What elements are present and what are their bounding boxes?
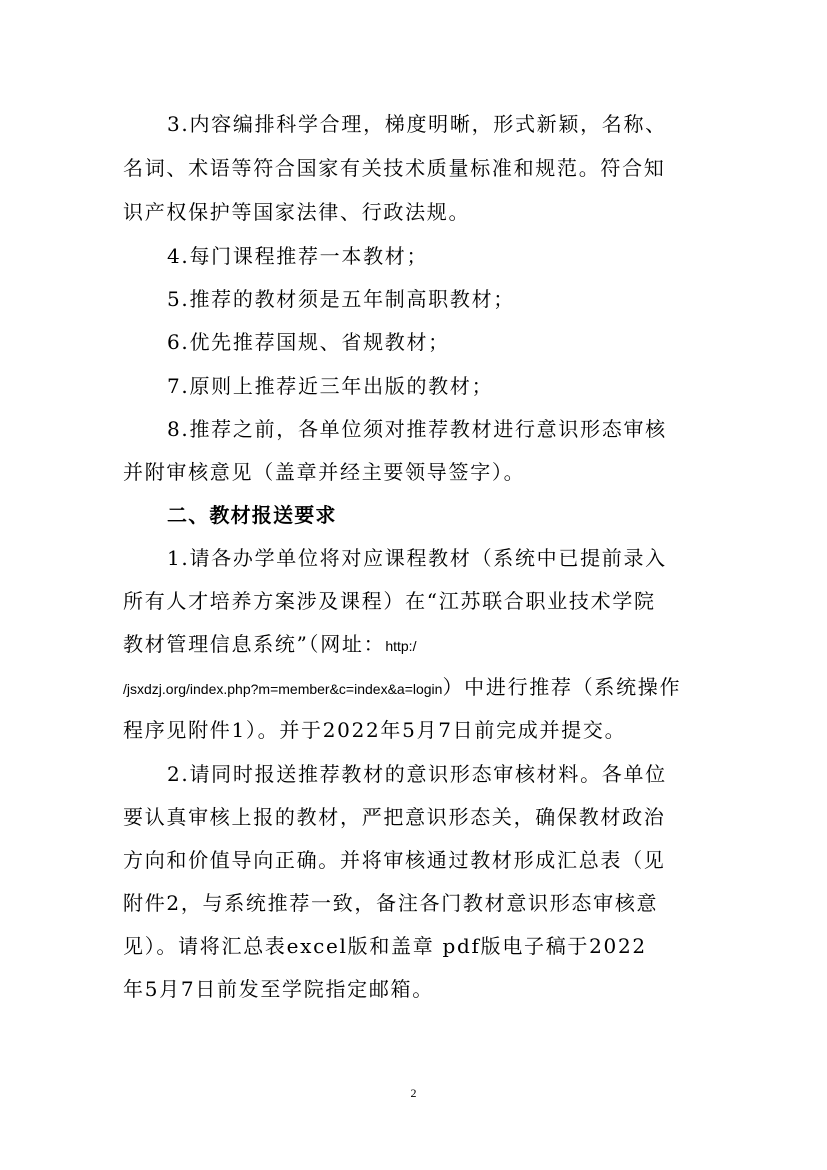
paragraph-item-3-line-2: 名词、术语等符合国家有关技术质量标准和规范。符合知 — [123, 156, 666, 180]
paragraph-item-8-line-1: 8.推荐之前，各单位须对推荐教材进行意识形态审核 — [167, 417, 667, 441]
requirement-1-line-3 — [123, 632, 705, 658]
paragraph-item-5: 5.推荐的教材须是五年制高职教材； — [167, 287, 515, 311]
requirement-2-line-3: 方向和价值导向正确。并将审核通过教材形成汇总表（见 — [123, 848, 666, 872]
paragraph-item-3-line-1: 3.内容编排科学合理，梯度明晰，形式新颖，名称、 — [167, 112, 667, 136]
requirement-1-line-5: 程序见附件1）。并于2022年5月7日前完成并提交。 — [123, 718, 627, 742]
requirement-2-line-1: 2.请同时报送推荐教材的意识形态审核材料。各单位 — [167, 762, 667, 786]
url-part-1[interactable]: http:/ — [385, 638, 417, 654]
requirement-1-line-2: 所有人才培养方案涉及课程）在“江苏联合职业技术学院 — [123, 589, 656, 613]
requirement-2-line-4: 附件2，与系统推荐一致，备注各门教材意识形态审核意 — [123, 891, 659, 915]
paragraph-item-8-line-2: 并附审核意见（盖章并经主要领导签字）。 — [123, 460, 526, 484]
page-number: 2 — [410, 1086, 417, 1100]
requirement-2-line-5: 见）。请将汇总表excel版和盖章 pdf版电子稿于2022 — [123, 934, 647, 958]
section-heading: 二、教材报送要求 — [167, 503, 337, 527]
requirement-1-line-4-text: ）中进行推荐（系统操作 — [442, 675, 682, 699]
requirement-1-line-3-text: 教材管理信息系统”（网址： — [123, 632, 386, 656]
paragraph-item-3-line-3: 识产权保护等国家法律、行政法规。 — [123, 200, 471, 224]
url-part-2[interactable]: /jsxdzj.org/index.php?m=member&c=index&a=login — [123, 681, 443, 697]
requirement-2-line-6: 年5月7日前发至学院指定邮箱。 — [123, 977, 434, 1001]
requirement-2-line-2: 要认真审核上报的教材，严把意识形态关，确保教材政治 — [123, 805, 666, 829]
paragraph-item-4: 4.每门课程推荐一本教材； — [167, 244, 429, 268]
paragraph-item-7: 7.原则上推荐近三年出版的教材； — [167, 374, 494, 398]
paragraph-item-6: 6.优先推荐国规、省规教材； — [167, 330, 450, 354]
requirement-1-line-4 — [123, 675, 705, 701]
requirement-1-line-1: 1.请各办学单位将对应课程教材（系统中已提前录入 — [167, 546, 667, 570]
